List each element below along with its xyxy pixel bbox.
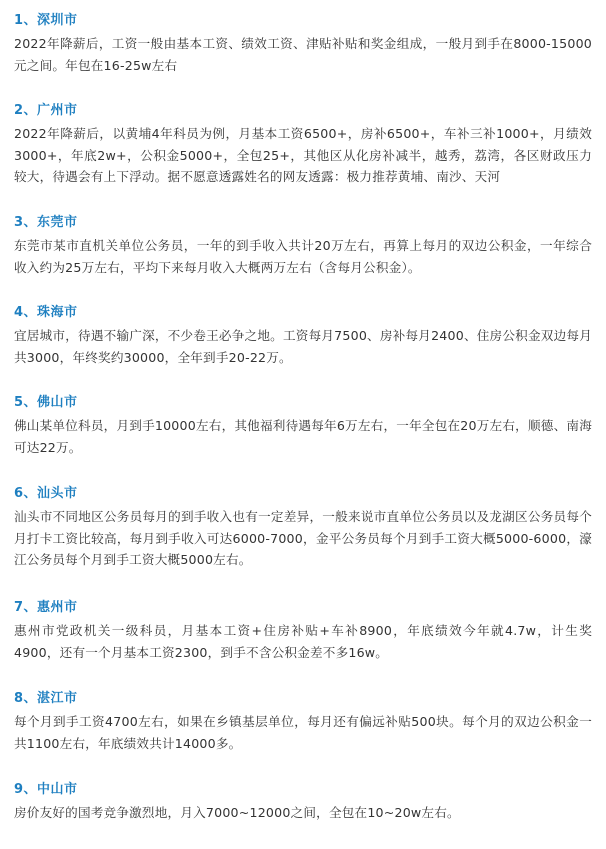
- section-shantou: [14, 485, 592, 571]
- section-zhuhai: [14, 304, 592, 368]
- section-heading: 8、湛江市: [14, 691, 78, 706]
- section-body: 宜居城市，待遇不输广深，不少卷王必争之地。工资每月7500、房补每月2400、住房公积金双边每月共3000，年终奖约30000，全年到手20-22万。: [14, 328, 592, 365]
- section-heading: 6、汕头市: [14, 486, 78, 501]
- section-body: 惠州市党政机关一级科员，月基本工资+住房补贴+车补8900，年底绩效今年就4.7w，计生奖4900，还有一个月基本工资2300，到手不含公积金差不多16w。: [14, 623, 592, 660]
- section-guangzhou: [14, 102, 592, 188]
- section-zhanjiang: [14, 690, 592, 754]
- section-body: 房价友好的国考竞争激烈地，月入7000~12000之间，全包在10~20w左右。: [14, 805, 460, 820]
- section-heading: 3、东莞市: [14, 215, 78, 230]
- section-body: 汕头市不同地区公务员每月的到手收入也有一定差异，一般来说市直单位公务员以及龙湖区公务员每个月打卡工资比较高，每月到手收入可达6000-7000，金平公务员每个月到手工资大概5000-6000，濠江公务员每个月到手工资大概5000左右。: [14, 509, 592, 567]
- section-shenzhen: [14, 12, 592, 76]
- section-foshan: [14, 394, 592, 458]
- section-huizhou: [14, 599, 592, 663]
- section-body: 东莞市某市直机关单位公务员，一年的到手收入共计20万左右，再算上每月的双边公积金，一年综合收入约为25万左右，平均下来每月收入大概两万左右（含每月公积金）。: [14, 238, 592, 275]
- section-body: 2022年降薪后，工资一般由基本工资、绩效工资、津贴补贴和奖金组成，一般月到手在8000-15000元之间。年包在16-25w左右: [14, 36, 592, 73]
- section-body: 2022年降薪后，以黄埔4年科员为例，月基本工资6500+，房补6500+，车补三补1000+，月绩效3000+，年底2w+，公积金5000+，全包25+，其他区从化房补减半，越秀，荔湾，各区财政压力较大，待遇会有上下浮动。据不愿意透露姓名的网友透露：极力推荐黄埔、南沙、天河: [14, 126, 592, 184]
- section-heading: 9、中山市: [14, 782, 78, 797]
- section-heading: 2、广州市: [14, 103, 78, 118]
- section-heading: 5、佛山市: [14, 395, 78, 410]
- section-body: 佛山某单位科员，月到手10000左右，其他福利待遇每年6万左右，一年全包在20万左右，顺德、南海可达22万。: [14, 418, 592, 455]
- section-heading: 4、珠海市: [14, 305, 78, 320]
- section-body: 每个月到手工资4700左右，如果在乡镇基层单位，每月还有偏远补贴500块。每个月的双边公积金一共1100左右，年底绩效共计14000多。: [14, 714, 592, 751]
- section-heading: 7、惠州市: [14, 600, 78, 615]
- section-heading: 1、深圳市: [14, 13, 78, 28]
- section-zhongshan: [14, 781, 592, 824]
- section-dongguan: [14, 214, 592, 278]
